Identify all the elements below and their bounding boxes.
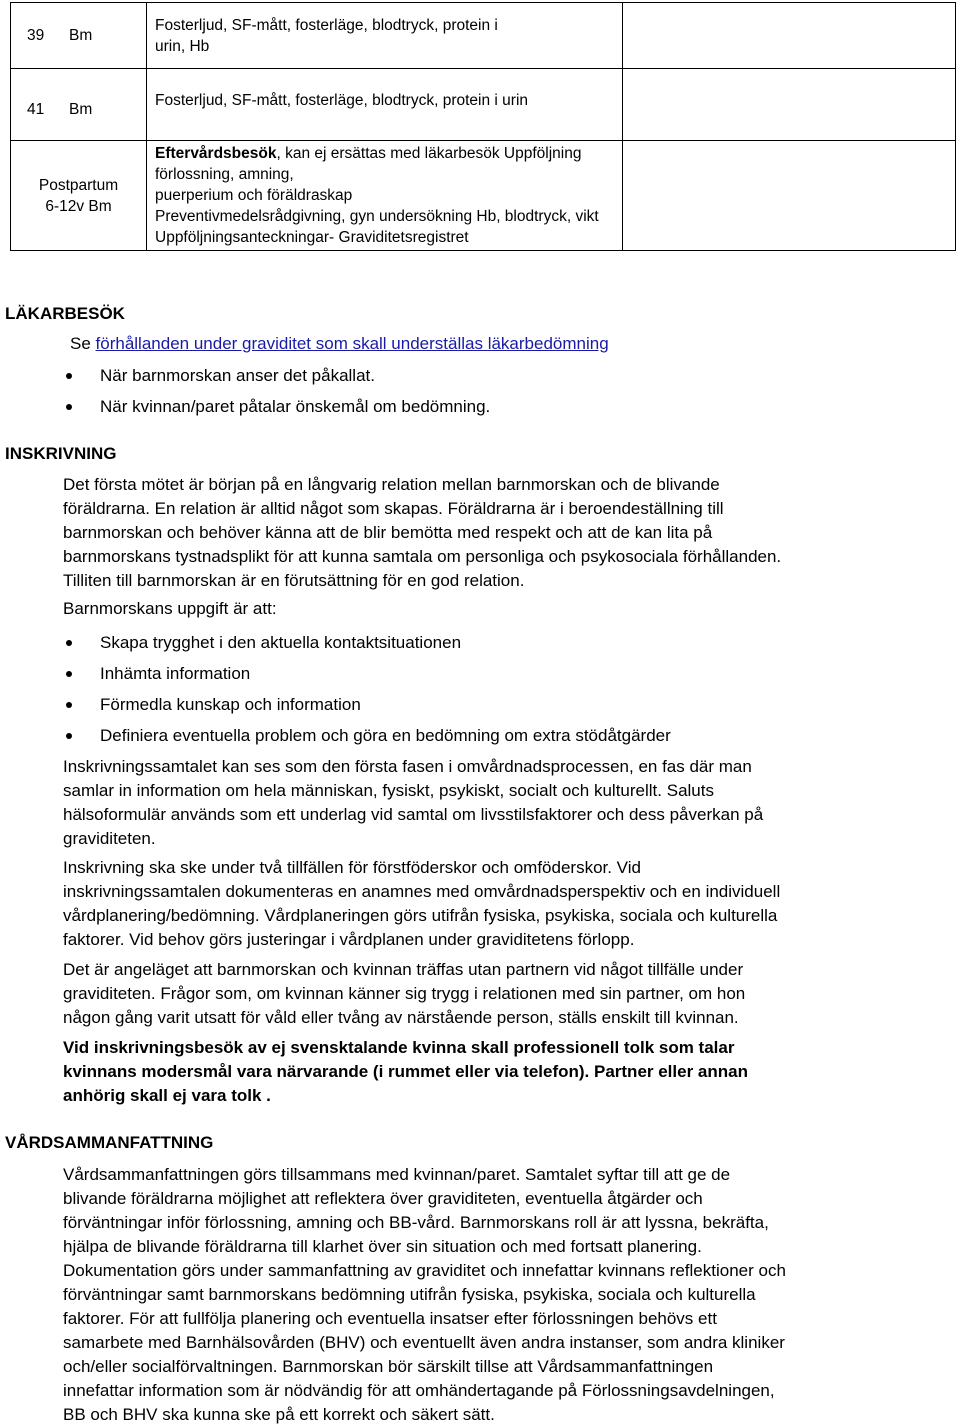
text-line: barnmorskans tystnadsplikt för att kunna samtala om personliga och psykosociala förhållanden. — [63, 547, 782, 566]
section-heading-vardsammanfattning: VÅRDSAMMANFATTNING — [5, 1133, 214, 1152]
text-line: Inskrivningssamtalet kan ses som den första fasen i omvårdnadsprocessen, en fas där man — [63, 757, 752, 776]
content-text: , kan ej ersättas med läkarbesök Uppföljning förlossning, amning, — [155, 145, 582, 183]
text-line: BB och BHV ska kunna ske på ett korrekt och säkert sätt. — [63, 1405, 495, 1424]
visit-schedule-table — [10, 2, 956, 251]
week-label: Postpartum — [38, 176, 119, 194]
week-number: 39 — [27, 27, 45, 44]
content-line: Preventivmedelsrådgivning, gyn undersökning Hb, blodtryck, vikt — [155, 208, 599, 225]
text-line: förväntningar samt barnmorskans bedömning utifrån fysiska, psykiska, sociala och kulturella — [63, 1285, 756, 1304]
week-label: 6-12v Bm — [45, 197, 112, 215]
content-line: puerperium och föräldraskap — [155, 187, 353, 204]
notes-cell — [623, 3, 956, 69]
referral-link[interactable]: förhållanden under graviditet som skall underställas läkarbedömning — [95, 334, 609, 353]
content-line — [155, 143, 614, 185]
text-line: blivande föräldrarna möjlighet att reflektera över graviditeten, eventuella åtgärder och — [63, 1189, 703, 1208]
content-line: Uppföljningsanteckningar- Graviditetsregistret — [155, 229, 469, 246]
content-line: Fosterljud, SF-mått, fosterläge, blodtryck, protein i urin — [155, 92, 529, 109]
text-line: förväntningar inför förlossning, amning och BB-vård. Barnmorskans roll är att lyssna, bekräfta, — [63, 1213, 769, 1232]
text-line: någon gång varit utsatt för våld eller tvång av närstående person, ställs enskilt till kvinnan. — [63, 1008, 739, 1027]
text-line: graviditeten. — [63, 829, 156, 848]
text-line: samarbete med Barnhälsovården (BHV) och eventuellt även andra instanser, som andra kliniker — [63, 1333, 785, 1352]
text-line: Vårdsammanfattningen görs tillsammans med kvinnan/paret. Samtalet syftar till att ge de — [63, 1165, 731, 1184]
text-line: innefattar information som är nödvändig för att omhändertagande på Förlossningsavdelningen, — [63, 1381, 775, 1400]
week-cell — [11, 141, 147, 251]
week-cell — [11, 69, 147, 141]
section-heading-inskrivning: INSKRIVNING — [5, 444, 117, 463]
visit-unit: Bm — [69, 27, 93, 44]
list-item: Inhämta information — [63, 662, 671, 693]
text-line: vårdplanering/bedömning. Vårdplaneringen görs utifrån fysiska, psykiska, sociala och kulturella — [63, 906, 778, 925]
text-line: anhörig skall ej vara tolk . — [63, 1086, 271, 1105]
interpreter-notice — [63, 1036, 960, 1108]
text-line: Vid inskrivningsbesök av ej svensktalande kvinna skall professionell tolk som talar — [63, 1038, 735, 1057]
content-cell — [147, 141, 623, 251]
text-line: faktorer. För att fullfölja planering och eventuella insatser efter förlossningen behövs ett — [63, 1309, 717, 1328]
table-row — [11, 141, 956, 251]
table-row — [11, 3, 956, 69]
text-line: och/eller socialförvaltningen. Barnmorskan bör särskilt tillse att Vårdsammanfattningen — [63, 1357, 714, 1376]
text-line: inskrivningssamtalen dokumenteras en anamnes med omvårdnadsperspektiv och en individuell — [63, 882, 781, 901]
text-line: graviditeten. Frågor som, om kvinnan känner sig trygg i relationen med sin partner, om hon — [63, 984, 746, 1003]
text-line: hälsoformulär används som ett underlag vid samtal om livsstilsfaktorer och dess påverkan på — [63, 805, 764, 824]
see-prefix: Se — [70, 334, 91, 353]
text-line: kvinnans modersmål vara närvarande (i rummet eller via telefon). Partner eller annan — [63, 1062, 748, 1081]
text-line: Det första mötet är början på en långvarig relation mellan barnmorskan och de blivande — [63, 475, 720, 494]
text-line: samlar in information om hela människan, fysiskt, psykiskt, socialt och kulturellt. Saluts — [63, 781, 714, 800]
text-line: Det är angeläget att barnmorskan och kvinnan träffas utan partnern vid något tillfälle under — [63, 960, 744, 979]
paragraph — [63, 755, 960, 851]
text-line: föräldrarna. En relation är alltid något som skapas. Föräldrarna är i beroendeställning till — [63, 499, 724, 518]
list-item: När kvinnan/paret påtalar önskemål om bedömning. — [63, 395, 490, 426]
text-line: barnmorskan och behöver känna att de blir bemötta med respekt och att de kan lita på — [63, 523, 713, 542]
notes-cell — [623, 69, 956, 141]
week-cell — [11, 3, 147, 69]
content-line: urin, Hb — [155, 37, 210, 55]
content-cell — [147, 3, 623, 69]
referral-line — [70, 332, 609, 356]
visit-unit: Bm — [69, 101, 93, 118]
paragraph — [63, 473, 960, 593]
content-cell — [147, 69, 623, 141]
paragraph — [63, 958, 960, 1030]
lakarbesok-bullet-list — [63, 364, 490, 426]
text-line: Inskrivning ska ske under två tillfällen för förstföderskor och omföderskor. Vid — [63, 858, 641, 877]
text-line: hjälpa de blivande föräldrarna till klarhet över sin situation och med fortsatt planering. — [63, 1237, 702, 1256]
text-line: Dokumentation görs under sammanfattning av graviditet och innefattar kvinnans reflektioner och — [63, 1261, 786, 1280]
paragraph — [63, 856, 960, 952]
task-bullet-list — [63, 631, 671, 755]
list-item: Skapa trygghet i den aktuella kontaktsituationen — [63, 631, 671, 662]
text-line: Tilliten till barnmorskan är en förutsättning för en god relation. — [63, 571, 525, 590]
week-number: 41 — [27, 101, 45, 118]
list-item: Definiera eventuella problem och göra en bedömning om extra stödåtgärder — [63, 724, 671, 755]
task-intro: Barnmorskans uppgift är att: — [63, 599, 277, 618]
paragraph — [63, 1163, 960, 1427]
table-row — [11, 69, 956, 141]
text-line: faktorer. Vid behov görs justeringar i vårdplanen under graviditetens förlopp. — [63, 930, 635, 949]
visit-type: Eftervårdsbesök — [155, 145, 277, 162]
list-item: Förmedla kunskap och information — [63, 693, 671, 724]
section-heading-lakarbesok: LÄKARBESÖK — [5, 304, 125, 323]
notes-cell — [623, 141, 956, 251]
content-line: Fosterljud, SF-mått, fosterläge, blodtryck, protein i — [155, 16, 498, 34]
list-item: När barnmorskan anser det påkallat. — [63, 364, 490, 395]
